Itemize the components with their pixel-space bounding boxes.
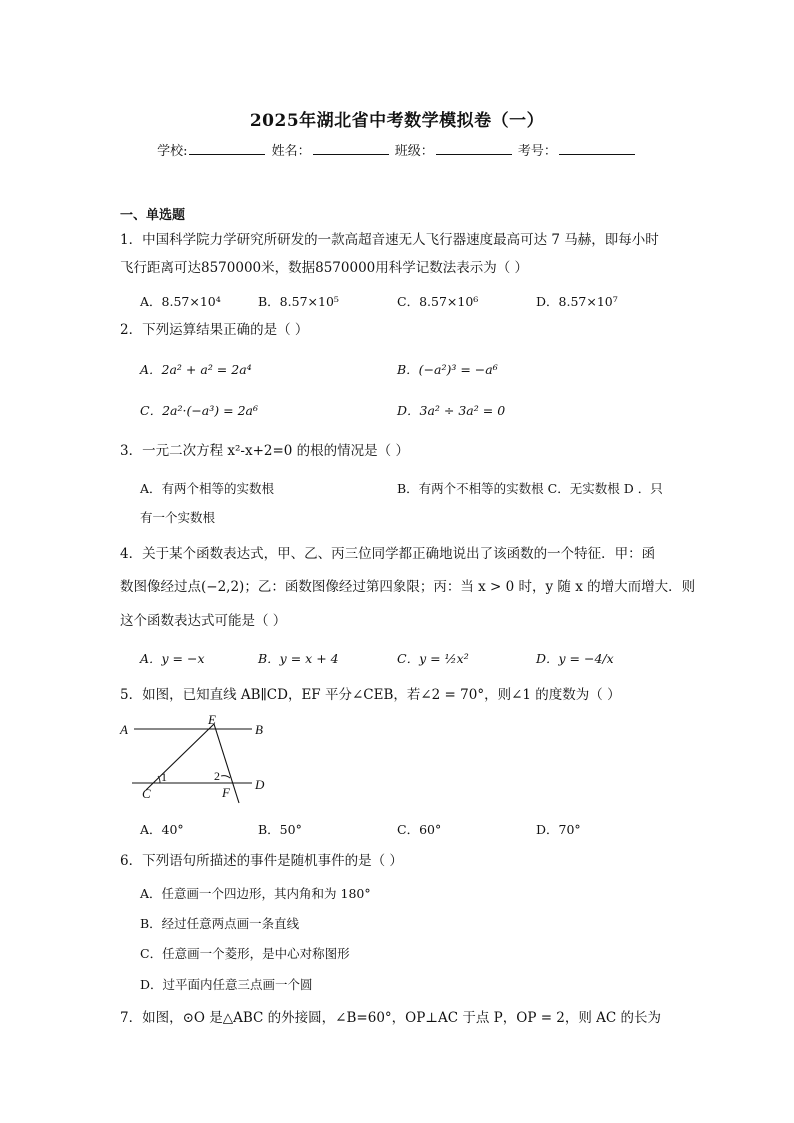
q4-option-b: B．y = x + 4 xyxy=(258,651,339,666)
q2-option-c: C．2a²·(−a³) = 2a⁶ xyxy=(140,403,258,418)
label-angle-1: 1 xyxy=(161,770,167,784)
q6-option-a: A．任意画一个四边形，其内角和为 180° xyxy=(140,886,371,901)
class-blank[interactable] xyxy=(436,142,512,155)
q7-stem: 7．如图，⊙O 是△ABC 的外接圆，∠B=60°，OP⊥AC 于点 P，OP = 2，则 AC 的长为 xyxy=(120,1010,662,1026)
q1-option-d: D．8.57×10⁷ xyxy=(536,294,618,309)
student-info-line xyxy=(0,140,794,159)
q6-option-c: C．任意画一个菱形，是中心对称图形 xyxy=(140,946,350,961)
q3-option-d-cont: 有一个实数根 xyxy=(140,510,216,525)
q1-option-a: A．8.57×10⁴ xyxy=(140,294,221,309)
page-title: 2025年湖北省中考数学模拟卷（一） xyxy=(249,111,545,131)
line-ec xyxy=(146,724,214,790)
q5-option-a: A．40° xyxy=(140,822,184,837)
label-e: E xyxy=(208,712,216,727)
q5-option-c: C．60° xyxy=(397,822,442,837)
q3-option-a: A．有两个相等的实数根 xyxy=(140,481,275,496)
q2-option-b: B．(−a²)³ = −a⁶ xyxy=(397,362,498,377)
q4-option-a: A．y = −x xyxy=(140,651,205,666)
label-f: F xyxy=(222,785,230,800)
q1-option-b: B．8.57×10⁵ xyxy=(258,294,339,309)
school-label: 学校: xyxy=(157,144,188,159)
label-c: C xyxy=(142,786,151,801)
label-angle-2: 2 xyxy=(214,769,220,783)
q4-line1: 4．关于某个函数表达式，甲、乙、丙三位同学都正确地说出了该函数的一个特征．甲：函 xyxy=(120,546,656,562)
q5-option-d: D．70° xyxy=(536,822,581,837)
name-blank[interactable] xyxy=(313,142,389,155)
q6-option-d: D．过平面内任意三点画一个圆 xyxy=(140,977,313,992)
q2-option-d: D．3a² ÷ 3a² = 0 xyxy=(397,403,506,418)
label-b: B xyxy=(255,722,263,737)
label-d: D xyxy=(255,777,265,792)
q5-option-b: B．50° xyxy=(258,822,302,837)
q1-line2: 飞行距离可达8570000米，数据8570000用科学记数法表示为（ ） xyxy=(120,260,529,276)
section-heading: 一、单选题 xyxy=(120,208,186,223)
label-a: A xyxy=(120,722,128,737)
q3-options-bcd: B．有两个不相等的实数根 C．无实数根 D ．只 xyxy=(397,481,663,496)
name-label: 姓名： xyxy=(271,144,311,159)
q6-option-b: B．经过任意两点画一条直线 xyxy=(140,916,300,931)
q5-figure xyxy=(118,710,278,805)
q5-stem: 5．如图，已知直线 AB∥CD，EF 平分∠CEB，若∠2 = 70°，则∠1 的度数为（ ） xyxy=(120,687,621,703)
q2-stem: 2．下列运算结果正确的是（ ） xyxy=(120,322,309,338)
q1-option-c: C．8.57×10⁶ xyxy=(397,294,479,309)
q1-line1: 1．中国科学院力学研究所研发的一款高超音速无人飞行器速度最高可达 7 马赫，即每小时 xyxy=(120,232,659,248)
q4-line2: 数图像经过点(−2,2)；乙：函数图像经过第四象限；丙：当 x > 0 时，y 随 x 的增大而增大．则 xyxy=(120,579,696,595)
q4-option-d: D．y = −4/x xyxy=(536,651,614,666)
exam-no-label: 考号： xyxy=(517,144,557,159)
angle-2-arc xyxy=(221,776,230,778)
q2-option-a: A．2a² + a² = 2a⁴ xyxy=(140,362,252,377)
school-blank[interactable] xyxy=(189,142,265,155)
class-label: 班级： xyxy=(394,144,434,159)
q4-option-c: C．y = ½x² xyxy=(397,651,469,666)
q3-stem: 3．一元二次方程 x²-x+2=0 的根的情况是（ ） xyxy=(120,443,409,459)
q6-stem: 6．下列语句所描述的事件是随机事件的是（ ） xyxy=(120,853,403,869)
q4-line3: 这个函数表达式可能是（ ） xyxy=(120,613,287,629)
exam-no-blank[interactable] xyxy=(559,142,635,155)
